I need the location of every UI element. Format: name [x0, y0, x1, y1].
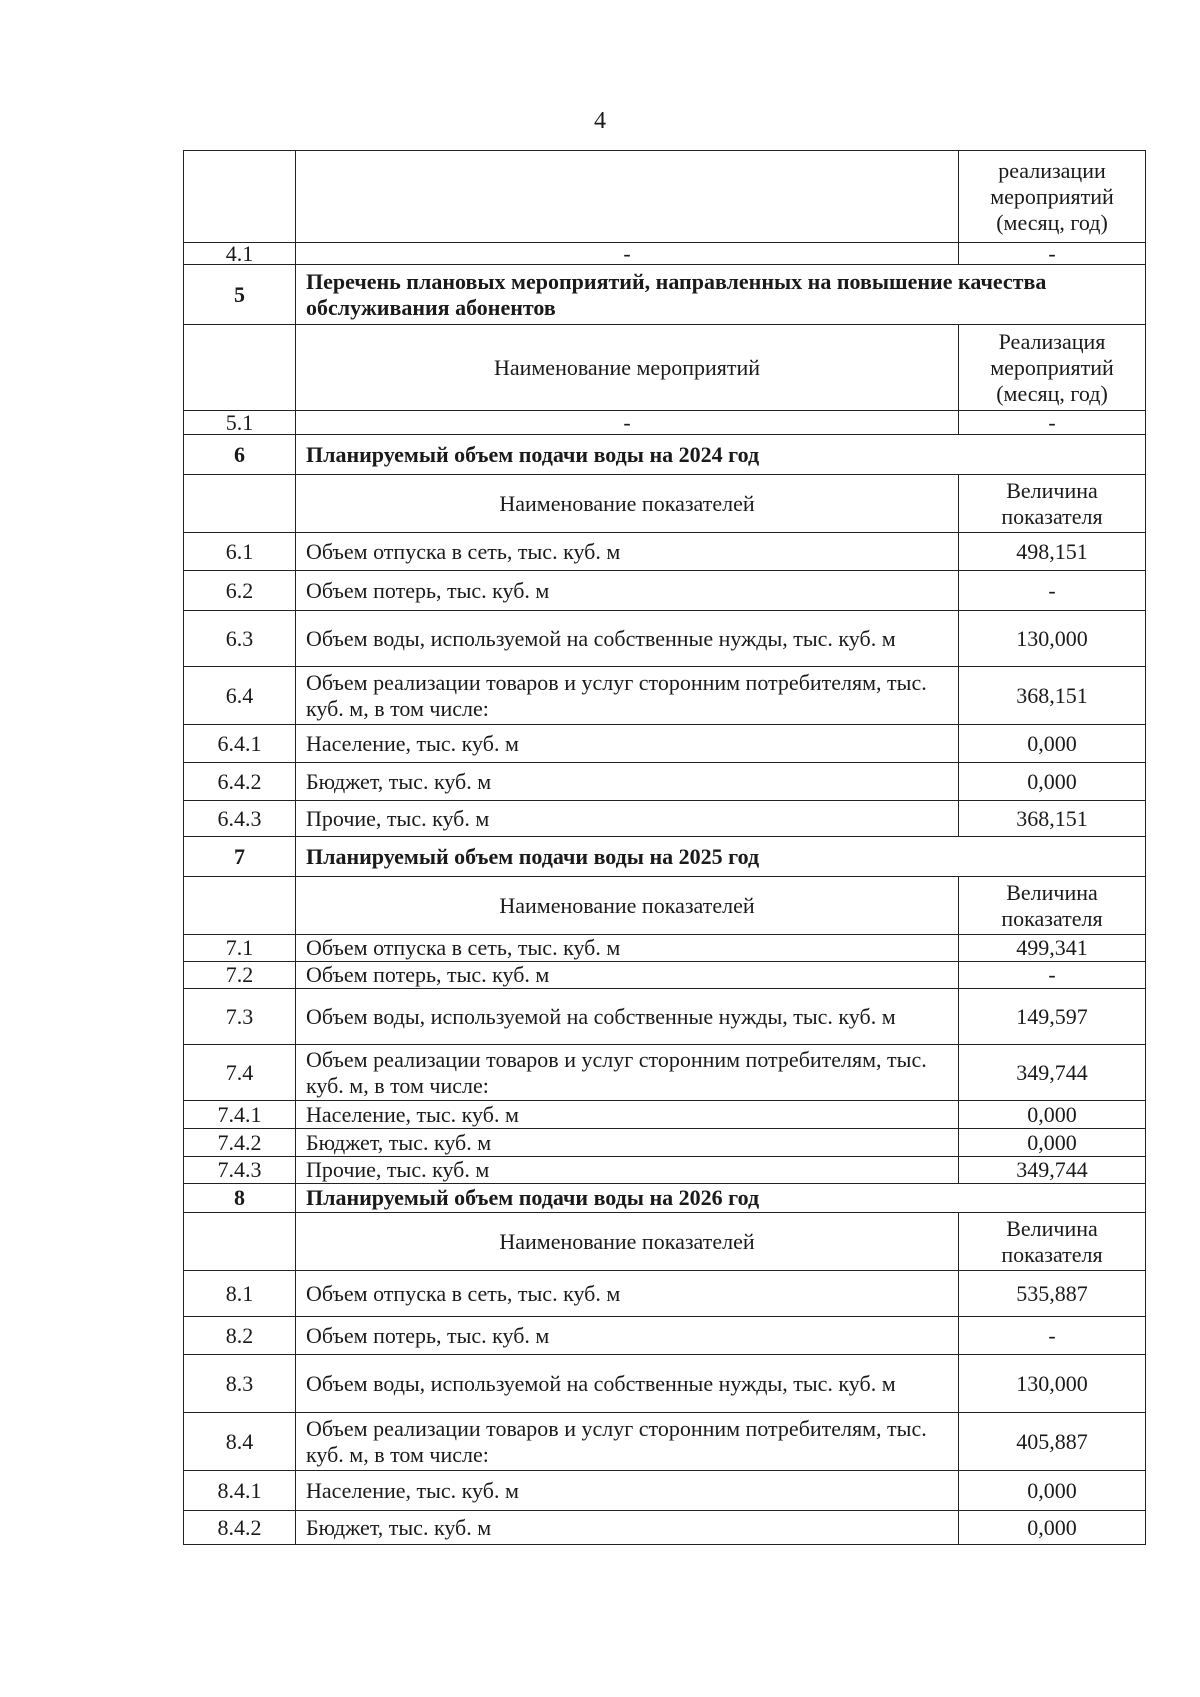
table-row [184, 1129, 1146, 1157]
column-header-value: реализации мероприятий (месяц, год) [959, 151, 1146, 243]
table-row [184, 611, 1146, 667]
section-title: Планируемый объем подачи воды на 2026 год [296, 1184, 1146, 1213]
table-row [184, 667, 1146, 725]
column-header-row [184, 475, 1146, 533]
section-title: Перечень плановых мероприятий, направленных на повышение качества обслуживания абонентов [296, 265, 1146, 325]
row-number: 6.4 [184, 667, 296, 725]
row-number: 6.2 [184, 571, 296, 611]
row-name: Объем реализации товаров и услуг сторонним потребителям, тыс. куб. м, в том числе: [296, 1413, 959, 1471]
table-row [184, 1413, 1146, 1471]
column-header-value: Величина показателя [959, 877, 1146, 935]
row-value: 368,151 [959, 801, 1146, 837]
row-value: 130,000 [959, 611, 1146, 667]
section-number: 7 [184, 837, 296, 877]
column-header-value: Величина показателя [959, 475, 1146, 533]
row-name: Объем потерь, тыс. куб. м [296, 571, 959, 611]
table-row [184, 725, 1146, 763]
row-name: Объем воды, используемой на собственные нужды, тыс. куб. м [296, 1355, 959, 1413]
column-header-name: Наименование показателей [296, 1213, 959, 1271]
table-row [184, 763, 1146, 801]
table-row [184, 151, 1146, 243]
table-row [184, 533, 1146, 571]
row-number: 8.3 [184, 1355, 296, 1413]
column-header-name: Наименование показателей [296, 877, 959, 935]
row-number: 8.4.2 [184, 1511, 296, 1545]
section-number: 8 [184, 1184, 296, 1213]
table-row [184, 1157, 1146, 1184]
row-number: 7.3 [184, 989, 296, 1045]
column-header-row [184, 877, 1146, 935]
table-row [184, 1317, 1146, 1355]
row-name: Бюджет, тыс. куб. м [296, 1129, 959, 1157]
empty-cell [296, 151, 959, 243]
table-row [184, 989, 1146, 1045]
row-name: Объем реализации товаров и услуг сторонним потребителям, тыс. куб. м, в том числе: [296, 667, 959, 725]
column-header-name: Наименование показателей [296, 475, 959, 533]
table-row [184, 935, 1146, 962]
row-number: 8.4 [184, 1413, 296, 1471]
section-row [184, 265, 1146, 325]
row-number: 7.4 [184, 1045, 296, 1101]
empty-cell [184, 325, 296, 411]
row-value: - [959, 243, 1146, 265]
row-value: - [959, 411, 1146, 435]
table-row [184, 1101, 1146, 1129]
row-value: 349,744 [959, 1045, 1146, 1101]
row-number: 7.1 [184, 935, 296, 962]
column-header-row [184, 325, 1146, 411]
row-name: - [296, 411, 959, 435]
table-row [184, 411, 1146, 435]
section-number: 6 [184, 435, 296, 475]
row-value: 349,744 [959, 1157, 1146, 1184]
table-row [184, 571, 1146, 611]
row-name: Население, тыс. куб. м [296, 1471, 959, 1511]
row-name: Прочие, тыс. куб. м [296, 1157, 959, 1184]
column-header-value: Величина показателя [959, 1213, 1146, 1271]
table-row [184, 801, 1146, 837]
empty-cell [184, 877, 296, 935]
row-number: 8.4.1 [184, 1471, 296, 1511]
table-row [184, 1355, 1146, 1413]
row-name: Бюджет, тыс. куб. м [296, 1511, 959, 1545]
empty-cell [184, 475, 296, 533]
column-header-row [184, 1213, 1146, 1271]
table-row [184, 1471, 1146, 1511]
row-value: 0,000 [959, 1129, 1146, 1157]
table-row [184, 243, 1146, 265]
page-number: 4 [594, 108, 606, 134]
row-value: 149,597 [959, 989, 1146, 1045]
row-value: 405,887 [959, 1413, 1146, 1471]
row-number: 7.4.3 [184, 1157, 296, 1184]
row-number: 6.4.1 [184, 725, 296, 763]
section-title: Планируемый объем подачи воды на 2024 год [296, 435, 1146, 475]
row-number: 7.2 [184, 962, 296, 989]
row-number: 6.4.3 [184, 801, 296, 837]
row-value: 498,151 [959, 533, 1146, 571]
empty-cell [184, 151, 296, 243]
row-name: Объем потерь, тыс. куб. м [296, 962, 959, 989]
row-number: 4.1 [184, 243, 296, 265]
row-value: 0,000 [959, 1471, 1146, 1511]
section-row [184, 435, 1146, 475]
row-name: Бюджет, тыс. куб. м [296, 763, 959, 801]
row-name: Объем отпуска в сеть, тыс. куб. м [296, 935, 959, 962]
row-value: - [959, 1317, 1146, 1355]
row-number: 5.1 [184, 411, 296, 435]
row-value: 368,151 [959, 667, 1146, 725]
row-value: 130,000 [959, 1355, 1146, 1413]
empty-cell [184, 1213, 296, 1271]
section-number: 5 [184, 265, 296, 325]
row-name: Объем воды, используемой на собственные нужды, тыс. куб. м [296, 611, 959, 667]
row-value: - [959, 962, 1146, 989]
section-row [184, 837, 1146, 877]
row-number: 7.4.1 [184, 1101, 296, 1129]
row-number: 6.4.2 [184, 763, 296, 801]
table-row [184, 1511, 1146, 1545]
row-value: 0,000 [959, 725, 1146, 763]
row-name: Население, тыс. куб. м [296, 725, 959, 763]
row-name: Объем потерь, тыс. куб. м [296, 1317, 959, 1355]
row-number: 8.1 [184, 1271, 296, 1317]
row-value: 0,000 [959, 1101, 1146, 1129]
row-name: - [296, 243, 959, 265]
table-row [184, 1271, 1146, 1317]
row-value: - [959, 571, 1146, 611]
row-number: 6.1 [184, 533, 296, 571]
row-value: 499,341 [959, 935, 1146, 962]
row-name: Объем реализации товаров и услуг сторонним потребителям, тыс. куб. м, в том числе: [296, 1045, 959, 1101]
row-value: 535,887 [959, 1271, 1146, 1317]
row-name: Объем отпуска в сеть, тыс. куб. м [296, 1271, 959, 1317]
row-number: 8.2 [184, 1317, 296, 1355]
row-name: Объем отпуска в сеть, тыс. куб. м [296, 533, 959, 571]
section-row [184, 1184, 1146, 1213]
row-name: Население, тыс. куб. м [296, 1101, 959, 1129]
row-number: 7.4.2 [184, 1129, 296, 1157]
row-value: 0,000 [959, 763, 1146, 801]
table-row [184, 1045, 1146, 1101]
row-name: Объем воды, используемой на собственные нужды, тыс. куб. м [296, 989, 959, 1045]
table-row [184, 962, 1146, 989]
column-header-name: Наименование мероприятий [296, 325, 959, 411]
row-value: 0,000 [959, 1511, 1146, 1545]
water-supply-table [183, 150, 1146, 1545]
column-header-value: Реализация мероприятий (месяц, год) [959, 325, 1146, 411]
section-title: Планируемый объем подачи воды на 2025 год [296, 837, 1146, 877]
row-number: 6.3 [184, 611, 296, 667]
row-name: Прочие, тыс. куб. м [296, 801, 959, 837]
